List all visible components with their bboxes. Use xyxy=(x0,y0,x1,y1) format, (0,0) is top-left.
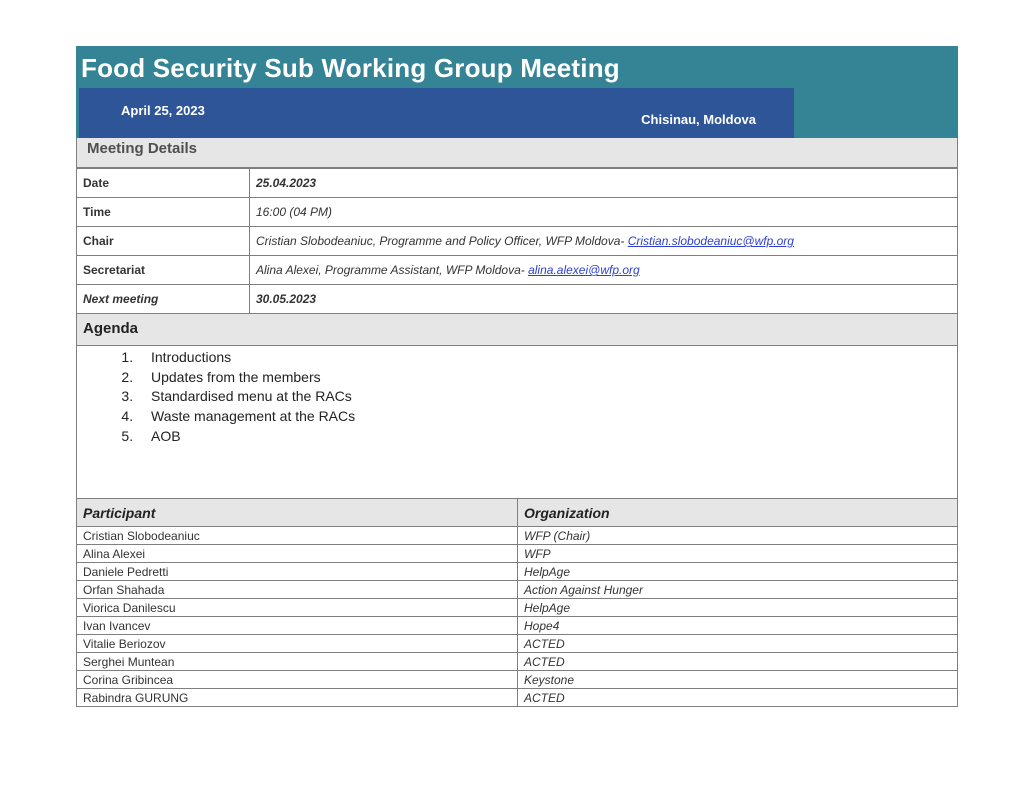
participant-organization: Hope4 xyxy=(518,617,958,635)
table-row xyxy=(77,671,958,689)
agenda-body xyxy=(76,346,958,498)
participant-name: Vitalie Beriozov xyxy=(77,635,518,653)
table-row xyxy=(77,599,958,617)
agenda-item: 1. Introductions xyxy=(137,348,957,368)
organization-column-header: Organization xyxy=(518,499,958,527)
participant-organization: ACTED xyxy=(518,653,958,671)
participant-organization: WFP xyxy=(518,545,958,563)
participant-name: Serghei Muntean xyxy=(77,653,518,671)
participant-organization: ACTED xyxy=(518,635,958,653)
secretariat-email-link[interactable]: alina.alexei@wfp.org xyxy=(528,263,640,277)
details-value-cell xyxy=(250,256,958,285)
details-row-next-meeting xyxy=(77,285,958,314)
details-value: 30.05.2023 xyxy=(250,285,958,314)
participants-table xyxy=(76,498,958,707)
participant-name: Orfan Shahada xyxy=(77,581,518,599)
details-value: 16:00 (04 PM) xyxy=(250,198,958,227)
details-label: Chair xyxy=(77,227,250,256)
meeting-details-heading: Meeting Details xyxy=(76,138,958,168)
meeting-details-table xyxy=(76,168,958,314)
details-label: Date xyxy=(77,169,250,198)
details-row-chair xyxy=(77,227,958,256)
details-label: Time xyxy=(77,198,250,227)
details-value: Cristian Slobodeaniuc, Programme and Policy Officer, WFP Moldova- xyxy=(256,234,628,248)
details-value: 25.04.2023 xyxy=(250,169,958,198)
chair-email-link[interactable]: Cristian.slobodeaniuc@wfp.org xyxy=(627,234,794,248)
document xyxy=(76,46,958,707)
participant-name: Daniele Pedretti xyxy=(77,563,518,581)
table-row xyxy=(77,545,958,563)
participant-organization: WFP (Chair) xyxy=(518,527,958,545)
meeting-title: Food Security Sub Working Group Meeting xyxy=(81,53,620,83)
agenda-item: 4. Waste management at the RACs xyxy=(137,407,957,427)
table-row xyxy=(77,653,958,671)
details-label: Next meeting xyxy=(77,285,250,314)
details-row-time xyxy=(77,198,958,227)
participants-header-row xyxy=(77,499,958,527)
agenda-item: 2. Updates from the members xyxy=(137,368,957,388)
agenda-item: 3. Standardised menu at the RACs xyxy=(137,387,957,407)
participant-name: Viorica Danilescu xyxy=(77,599,518,617)
details-row-secretariat xyxy=(77,256,958,285)
meeting-location: Chisinau, Moldova xyxy=(641,112,756,127)
details-row-date xyxy=(77,169,958,198)
table-row xyxy=(77,563,958,581)
participant-organization: HelpAge xyxy=(518,599,958,617)
participant-name: Rabindra GURUNG xyxy=(77,689,518,707)
participant-organization: HelpAge xyxy=(518,563,958,581)
details-value: Alina Alexei, Programme Assistant, WFP Moldova- xyxy=(256,263,529,277)
details-value-cell xyxy=(250,227,958,256)
agenda-heading: Agenda xyxy=(76,314,958,346)
table-row xyxy=(77,617,958,635)
table-row xyxy=(77,527,958,545)
agenda-list xyxy=(77,348,957,447)
participant-name: Alina Alexei xyxy=(77,545,518,563)
details-label: Secretariat xyxy=(77,256,250,285)
table-row xyxy=(77,689,958,707)
header-subband xyxy=(79,88,794,138)
participant-organization: ACTED xyxy=(518,689,958,707)
table-row xyxy=(77,635,958,653)
participant-name: Corina Gribincea xyxy=(77,671,518,689)
participant-name: Cristian Slobodeaniuc xyxy=(77,527,518,545)
participant-name: Ivan Ivancev xyxy=(77,617,518,635)
header-banner xyxy=(76,46,958,138)
participant-organization: Keystone xyxy=(518,671,958,689)
table-row xyxy=(77,581,958,599)
participant-organization: Action Against Hunger xyxy=(518,581,958,599)
meeting-date: April 25, 2023 xyxy=(121,103,205,118)
participant-column-header: Participant xyxy=(77,499,518,527)
agenda-item: 5. AOB xyxy=(137,427,957,447)
